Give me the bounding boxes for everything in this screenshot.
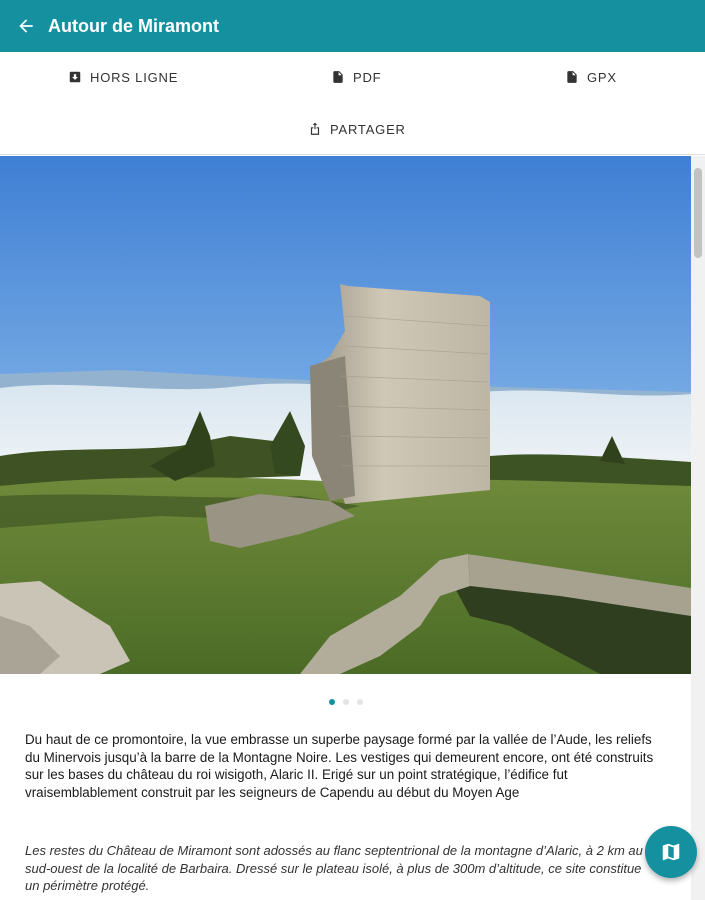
app-bar bbox=[0, 0, 705, 52]
scrollbar[interactable] bbox=[691, 156, 705, 900]
castle-ruin-photo[interactable] bbox=[0, 156, 691, 674]
offline-button[interactable] bbox=[68, 64, 178, 90]
content-scroll-area[interactable] bbox=[0, 156, 691, 900]
share-label: PARTAGER bbox=[330, 121, 406, 137]
back-button[interactable] bbox=[0, 0, 52, 52]
share-button[interactable] bbox=[308, 116, 406, 142]
offline-label: HORS LIGNE bbox=[90, 69, 179, 85]
share-icon bbox=[308, 122, 322, 136]
file-icon bbox=[565, 70, 579, 84]
pdf-label: PDF bbox=[353, 69, 382, 85]
action-bar bbox=[0, 52, 705, 155]
arrow-back-icon bbox=[16, 16, 36, 36]
description-italic-text: Les restes du Château de Miramont sont adossés au flanc septentrional de la montagne d’Alaric, à 2 km au sud-ouest de la localité de Barbaira. Dressé sur le plateau isolé, à plus de 300m d’altitude, ce site constitue un périmètre protégé. bbox=[25, 843, 643, 893]
gallery-dot-3[interactable] bbox=[357, 699, 363, 705]
scrollbar-thumb[interactable] bbox=[694, 168, 702, 258]
gallery-dot-2[interactable] bbox=[343, 699, 349, 705]
gallery-dot-1[interactable] bbox=[329, 699, 335, 705]
map-fab-button[interactable] bbox=[645, 826, 697, 878]
file-icon bbox=[331, 70, 345, 84]
gpx-button[interactable] bbox=[565, 64, 617, 90]
pdf-button[interactable] bbox=[331, 64, 381, 90]
page-title: Autour de Miramont bbox=[48, 15, 219, 36]
description-text: Du haut de ce promontoire, la vue embrasse un superbe paysage formé par la vallée de l’Aude, les reliefs du Minervois jusqu’à la barre de la Montagne Noire. Les vestiges qui demeurent encore, ont été construits sur les bases du château du roi wisigoth, Alaric II. Erigé sur un point stratégique, l’édifice fut vraisemblablement construit par les seigneurs de Capendu au début du Moyen Age bbox=[25, 732, 654, 800]
map-icon bbox=[660, 841, 682, 863]
gpx-label: GPX bbox=[587, 69, 617, 85]
gallery-pagination bbox=[0, 699, 691, 705]
download-box-icon bbox=[68, 70, 82, 84]
